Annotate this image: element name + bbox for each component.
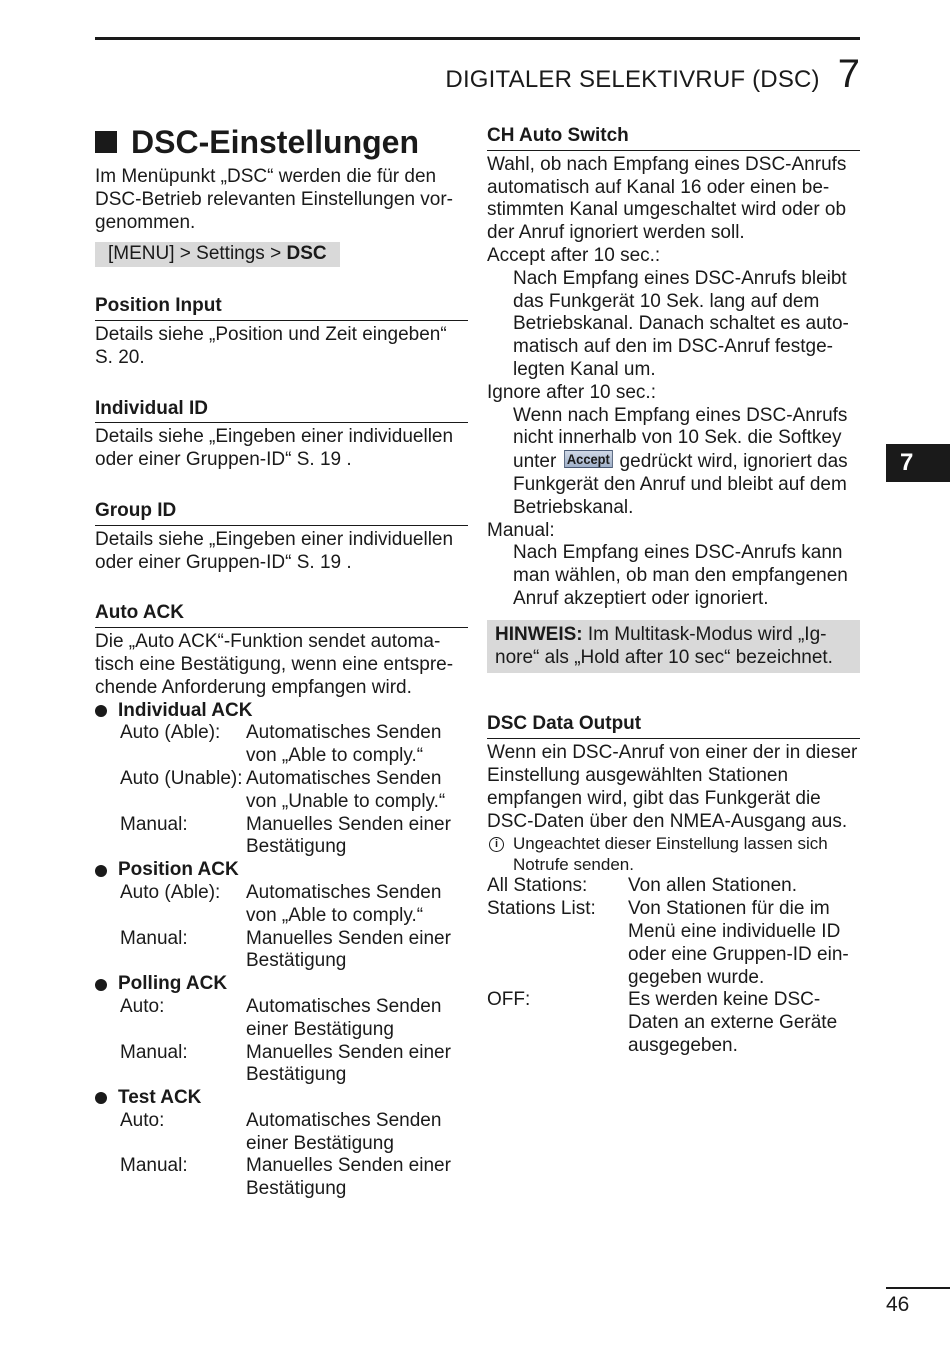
accept-softkey-icon: Accept	[564, 450, 612, 468]
individual-id-text: Details siehe „Eingeben einer individuellen oder einer Gruppen-ID“ S. 19 .	[95, 426, 454, 471]
definition-term: OFF:	[487, 989, 531, 1011]
definition-term: Manual:	[120, 927, 188, 949]
chapter-number: 7	[837, 52, 860, 96]
option-label: Ignore after 10 sec.:	[487, 381, 656, 403]
page-number: 46	[886, 1293, 910, 1316]
definition-term: Auto:	[120, 995, 165, 1017]
group-id-text: Details siehe „Eingeben einer individuellen oder einer Gruppen-ID“ S. 19 .	[95, 528, 454, 573]
bullet-item	[95, 859, 468, 882]
definition-row	[95, 882, 468, 928]
definition-desc: Von allen Stationen.	[628, 875, 798, 897]
definition-row	[487, 898, 860, 989]
group-id-heading: Group ID	[95, 500, 468, 526]
option-desc: Nach Empfang eines DSC-Anrufs bleibt das Funkgerät 10 Sek. lang auf dem Betriebskanal. Danach schaltet es auto-matisch auf den im DSC-Anruf festge-legten Kanal um.	[513, 267, 849, 380]
definition-row	[95, 1110, 468, 1156]
definition-desc: Es werden keine DSC-Daten an externe Geräte ausgegeben.	[628, 989, 838, 1056]
bullet-item	[95, 700, 468, 723]
square-bullet-icon	[95, 131, 117, 153]
menu-path-bold: DSC	[286, 243, 327, 265]
position-ack-group	[95, 859, 468, 973]
definition-desc: Von Stationen für die im Menü eine individuelle ID oder eine Gruppen-ID ein-gegeben wurde.	[628, 898, 849, 988]
bullet-item	[95, 973, 468, 996]
test-ack-group	[95, 1087, 468, 1201]
individual-ack-group	[95, 700, 468, 860]
section-title: DSC-Einstellungen	[131, 124, 420, 160]
ack-group-title: Position ACK	[118, 859, 239, 881]
dsc-data-output-text: Wenn ein DSC-Anruf von einer der in dieser Einstellung ausgewählten Stationen empfangen wird, gibt das Funkgerät die DSC-Daten über den NMEA-Ausgang aus.	[487, 742, 858, 832]
menu-path-prefix: [MENU] > Settings >	[108, 243, 287, 265]
ch-auto-switch-heading: CH Auto Switch	[487, 125, 860, 151]
info-note	[487, 833, 860, 875]
definition-term: Stations List:	[487, 898, 596, 920]
definition-term: Manual:	[120, 1041, 188, 1063]
definition-row	[95, 996, 468, 1042]
definition-row	[487, 989, 860, 1057]
definition-row	[95, 1155, 468, 1201]
note-box	[487, 620, 860, 674]
definition-desc: Automatisches Senden von „Able to comply.“	[246, 722, 442, 767]
option-desc	[487, 405, 860, 520]
definition-desc: Automatisches Senden einer Bestätigung	[246, 995, 442, 1040]
definition-desc: Automatisches Senden von „Able to comply.“	[246, 881, 442, 926]
definition-desc: Automatisches Senden von „Unable to comply.“	[246, 767, 446, 812]
chapter-side-tab: 7	[886, 444, 950, 482]
definition-desc: Automatisches Senden einer Bestätigung	[246, 1109, 442, 1154]
manual-option	[487, 520, 860, 611]
chapter-header	[445, 52, 860, 96]
polling-ack-group	[95, 973, 468, 1087]
definition-term: Auto:	[120, 1109, 165, 1131]
definition-term: Auto (Able):	[120, 722, 221, 744]
position-input-heading: Position Input	[95, 295, 468, 321]
definition-row	[487, 875, 860, 898]
option-desc-after: gedrückt wird, ignoriert das Funkgerät den Anruf und bleibt auf dem Betriebskanal.	[513, 451, 848, 518]
bullet-icon	[95, 705, 107, 717]
auto-ack-text: Die „Auto ACK“-Funktion sendet automa-tisch eine Bestätigung, wenn eine entspre-chende Anforderung empfangen wird.	[95, 631, 454, 698]
bullet-icon	[95, 865, 107, 877]
ack-group-title: Polling ACK	[118, 973, 228, 995]
definition-term: Auto (Able):	[120, 881, 221, 903]
definition-term: All Stations:	[487, 875, 588, 897]
right-column	[487, 125, 860, 1058]
intro-text: Im Menüpunkt „DSC“ werden die für den DSC-Betrieb relevanten Einstellungen vor-genommen.	[95, 166, 454, 233]
position-input-text: Details siehe „Position und Zeit eingeben“ S. 20.	[95, 323, 447, 368]
definition-desc: Manuelles Senden einer Bestätigung	[246, 1155, 451, 1200]
ch-auto-switch-text: Wahl, ob nach Empfang eines DSC-Anrufs automatisch auf Kanal 16 oder einen be-stimmten Kanal umgeschaltet wird oder ob der Anruf ignoriert werden soll.	[487, 153, 847, 244]
option-label: Accept after 10 sec.:	[487, 244, 661, 266]
definition-desc: Manuelles Senden einer Bestätigung	[246, 1041, 451, 1086]
bullet-icon	[95, 979, 107, 991]
dsc-data-output-heading: DSC Data Output	[487, 713, 860, 739]
note-text: Im Multitask-Modus wird „Ig-nore“ als „Hold after 10 sec“ bezeichnet.	[495, 623, 833, 668]
option-desc: Nach Empfang eines DSC-Anrufs kann man wählen, ob man den empfangenen Anruf akzeptiert oder ignoriert.	[513, 542, 848, 609]
ignore-option	[487, 382, 860, 520]
accept-option	[487, 245, 860, 382]
header-rule	[95, 37, 860, 40]
definition-desc: Manuelles Senden einer Bestätigung	[246, 813, 451, 858]
chapter-title: DIGITALER SELEKTIVRUF (DSC)	[445, 66, 820, 93]
bullet-icon	[95, 1092, 107, 1104]
definition-desc: Manuelles Senden einer Bestätigung	[246, 927, 451, 972]
info-text: Ungeachtet dieser Einstellung lassen sich Notrufe senden.	[513, 834, 828, 875]
definition-row	[95, 722, 468, 768]
note-label: HINWEIS:	[495, 623, 583, 645]
option-label: Manual:	[487, 519, 555, 541]
individual-id-heading: Individual ID	[95, 398, 468, 424]
option-desc-before: Wenn nach Empfang eines DSC-Anrufs nicht innerhalb von 10 Sek. die Softkey unter	[513, 404, 848, 473]
definition-term: Manual:	[120, 1155, 188, 1177]
definition-row	[95, 814, 468, 860]
info-icon: i	[489, 837, 504, 852]
menu-path	[95, 242, 340, 267]
footer-rule	[886, 1287, 950, 1289]
ack-group-title: Individual ACK	[118, 699, 253, 721]
bullet-item	[95, 1087, 468, 1110]
auto-ack-heading: Auto ACK	[95, 602, 468, 628]
left-column	[95, 122, 468, 1201]
ack-group-title: Test ACK	[118, 1087, 202, 1109]
section-heading	[95, 122, 468, 162]
definition-row	[95, 768, 468, 814]
definition-row	[95, 1042, 468, 1088]
definition-term: Auto (Unable):	[120, 767, 243, 789]
definition-term: Manual:	[120, 813, 188, 835]
definition-row	[95, 928, 468, 974]
